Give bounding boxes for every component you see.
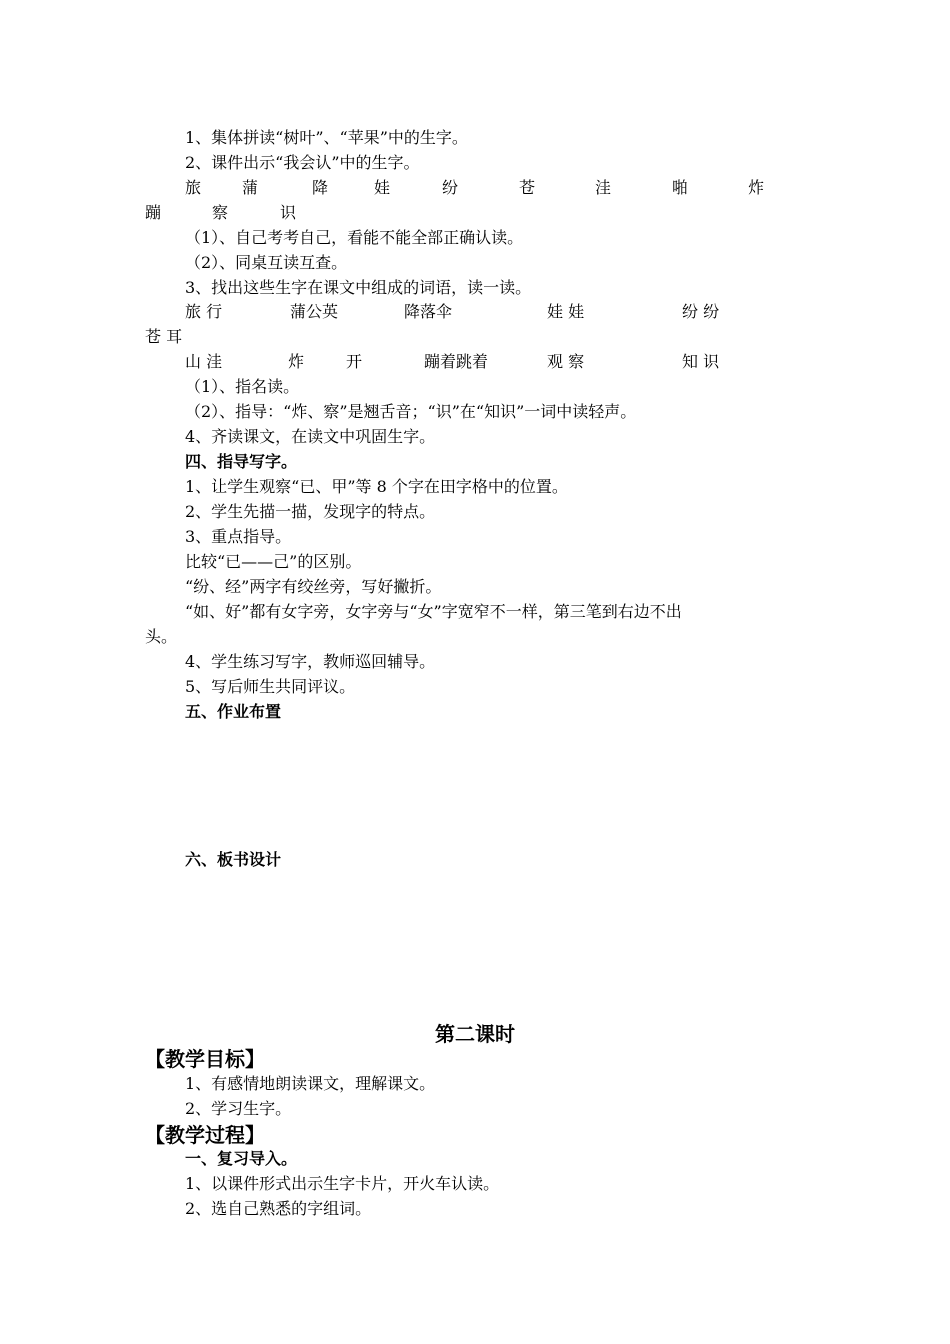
- section-heading-4: 四、指导写字。: [185, 452, 298, 471]
- step-1-text: 1、集体拼读“树叶”、“苹果”中的生字。: [185, 128, 468, 147]
- word: 娃 娃: [547, 302, 585, 321]
- char: 啪: [672, 178, 689, 197]
- word: 知 识: [682, 352, 720, 371]
- process-step-2: 2、选自己熟悉的字组词。: [185, 1199, 372, 1218]
- sub-step-1-text: （1）、自己考考自己，看能不能全部正确认读。: [185, 228, 524, 247]
- lesson-title: 第二课时: [435, 1022, 515, 1046]
- word: 炸: [288, 352, 305, 371]
- step-4-text: 4、齐读课文，在读文中巩固生字。: [185, 427, 436, 446]
- process-step-1: 1、以课件形式出示生字卡片，开火车认读。: [185, 1174, 500, 1193]
- char: 洼: [595, 178, 612, 197]
- goal-2: 2、学习生字。: [185, 1099, 292, 1118]
- section-heading-5: 五、作业布置: [185, 702, 282, 721]
- step-3-text: 3、找出这些生字在课文中组成的词语，读一读。: [185, 278, 532, 297]
- sub-step-2-text: （2）、同桌互读互查。: [185, 253, 348, 272]
- word: 蒲公英: [290, 302, 339, 321]
- word-row-2: [0, 352, 950, 372]
- goals-heading: 【教学目标】: [145, 1047, 265, 1071]
- sub-step-text: （2）、指导：“炸、察”是翘舌音；“识”在“知识”一词中读轻声。: [185, 402, 637, 421]
- char: 蒲: [242, 178, 259, 197]
- word: 观 察: [547, 352, 585, 371]
- char: 炸: [748, 178, 765, 197]
- word: 开: [346, 352, 363, 371]
- section-heading-6: 六、板书设计: [185, 850, 282, 869]
- write-step-4: 4、学生练习写字，教师巡回辅导。: [185, 652, 436, 671]
- write-note: “如、好”都有女字旁，女字旁与“女”字宽窄不一样，第三笔到右边不出: [185, 602, 682, 621]
- char: 识: [280, 203, 297, 222]
- char: 娃: [374, 178, 391, 197]
- char: 察: [212, 203, 229, 222]
- write-note: 比较“已——己”的区别。: [185, 552, 362, 571]
- sub-step-text: （1）、指名读。: [185, 377, 300, 396]
- char: 蹦: [145, 203, 162, 222]
- char-row-1: [0, 178, 950, 198]
- word-row-1: [0, 302, 950, 322]
- goal-1: 1、有感情地朗读课文，理解课文。: [185, 1074, 436, 1093]
- write-note-wrap: 头。: [145, 627, 178, 646]
- process-heading: 【教学过程】: [145, 1123, 265, 1147]
- word: 纷 纷: [682, 302, 720, 321]
- word: 降落伞: [404, 302, 453, 321]
- write-step-5: 5、写后师生共同评议。: [185, 677, 356, 696]
- write-step-2: 2、学生先描一描，发现字的特点。: [185, 502, 436, 521]
- char: 苍: [519, 178, 536, 197]
- char-row-2: [0, 203, 950, 223]
- word: 蹦着跳着: [424, 352, 489, 371]
- step-2-text: 2、课件出示“我会认”中的生字。: [185, 153, 420, 172]
- char: 纷: [442, 178, 459, 197]
- char: 降: [312, 178, 329, 197]
- char: 旅: [185, 178, 202, 197]
- write-step-3: 3、重点指导。: [185, 527, 292, 546]
- write-step-1: 1、让学生观察“已、甲”等 8 个字在田字格中的位置。: [185, 477, 568, 496]
- write-note: “纷、经”两字有绞丝旁，写好撇折。: [185, 577, 442, 596]
- word: 苍 耳: [145, 327, 183, 346]
- word: 旅 行: [185, 302, 223, 321]
- process-section-1: 一、复习导入。: [185, 1149, 298, 1168]
- word-row-1-wrap: [0, 327, 950, 347]
- word: 山 洼: [185, 352, 223, 371]
